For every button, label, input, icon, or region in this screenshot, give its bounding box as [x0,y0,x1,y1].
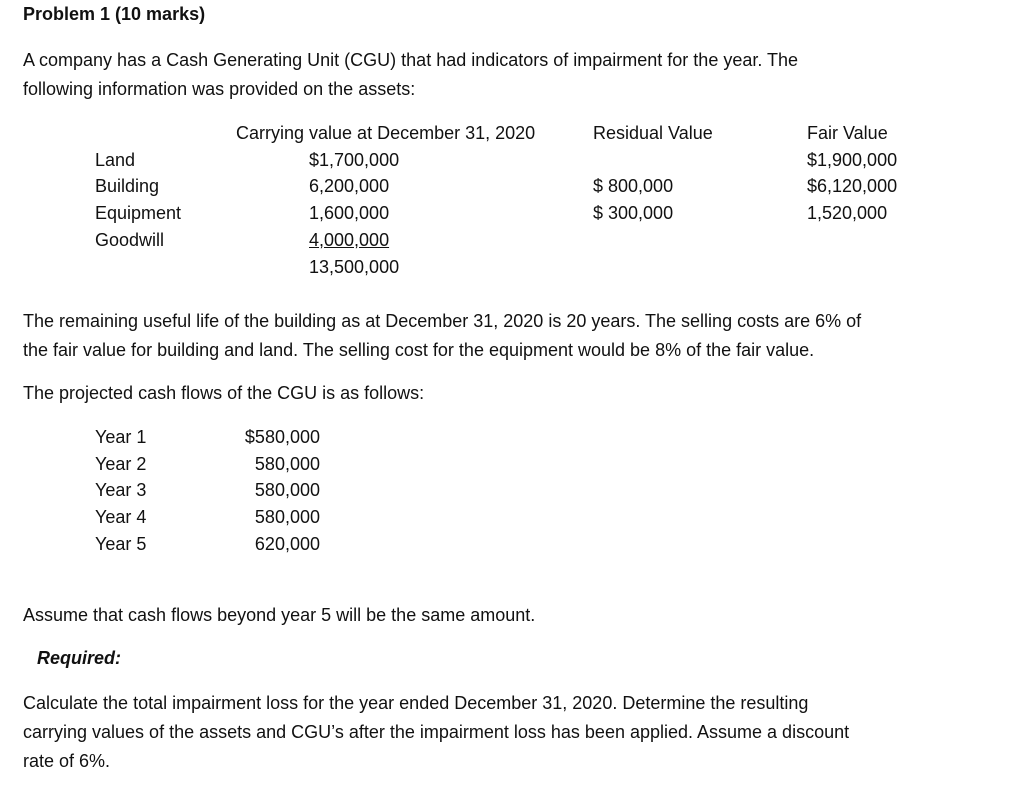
carrying-value-equipment: 1,600,000 [309,203,390,223]
cash-flow-amount: 620,000 [254,534,320,554]
asset-name-building: Building [95,176,160,196]
assumption-text: Assume that cash flows beyond year 5 will be the same amount. [23,605,536,625]
cash-flow-year: Year 3 [95,480,147,500]
residual-value-equipment: $ 300,000 [593,203,674,223]
cash-flow-amount: 580,000 [254,454,320,474]
asset-name-goodwill: Goodwill [95,230,165,250]
required-line: carrying values of the assets and CGU’s after the impairment loss has been applied. Assume a discount [23,722,850,742]
residual-value-building: $ 800,000 [593,176,674,196]
fair-value-land: $1,900,000 [807,150,898,170]
intro-line: following information was provided on the assets: [23,79,416,99]
intro-line: A company has a Cash Generating Unit (CGU) that had indicators of impairment for the year. The [23,50,799,70]
carrying-value-land: $1,700,000 [309,150,400,170]
cash-flow-amount: 580,000 [254,507,320,527]
cashflow-intro: The projected cash flows of the CGU is as follows: [23,383,425,403]
cash-flow-year: Year 4 [95,507,147,527]
useful-life-paragraph [23,307,861,365]
required-line: Calculate the total impairment loss for the year ended December 31, 2020. Determine the resulting [23,693,809,713]
carrying-value-goodwill: 4,000,000 [309,230,390,250]
asset-name-land: Land [95,150,136,170]
cash-flow-year: Year 1 [95,427,147,447]
header-fair-value: Fair Value [807,123,888,143]
header-residual-value: Residual Value [593,123,713,143]
fair-value-equipment: 1,520,000 [807,203,888,223]
useful-life-line: The remaining useful life of the building as at December 31, 2020 is 20 years. The selling costs are 6% of [23,311,862,331]
carrying-value-total: 13,500,000 [309,257,400,277]
intro-paragraph [23,46,798,104]
fair-value-building: $6,120,000 [807,176,898,196]
carrying-value-building: 6,200,000 [309,176,390,196]
asset-name-equipment: Equipment [95,203,182,223]
useful-life-line: the fair value for building and land. The selling cost for the equipment would be 8% of the fair value. [23,340,815,360]
cash-flow-year: Year 2 [95,454,147,474]
cash-flow-year: Year 5 [95,534,147,554]
cash-flow-amount: $580,000 [244,427,320,447]
cash-flow-amount: 580,000 [254,480,320,500]
header-carrying-value: Carrying value at December 31, 2020 [236,123,536,143]
required-line: rate of 6%. [23,751,111,771]
required-label: Required: [37,648,122,668]
required-paragraph [23,689,849,776]
problem-title: Problem 1 (10 marks) [23,4,206,24]
